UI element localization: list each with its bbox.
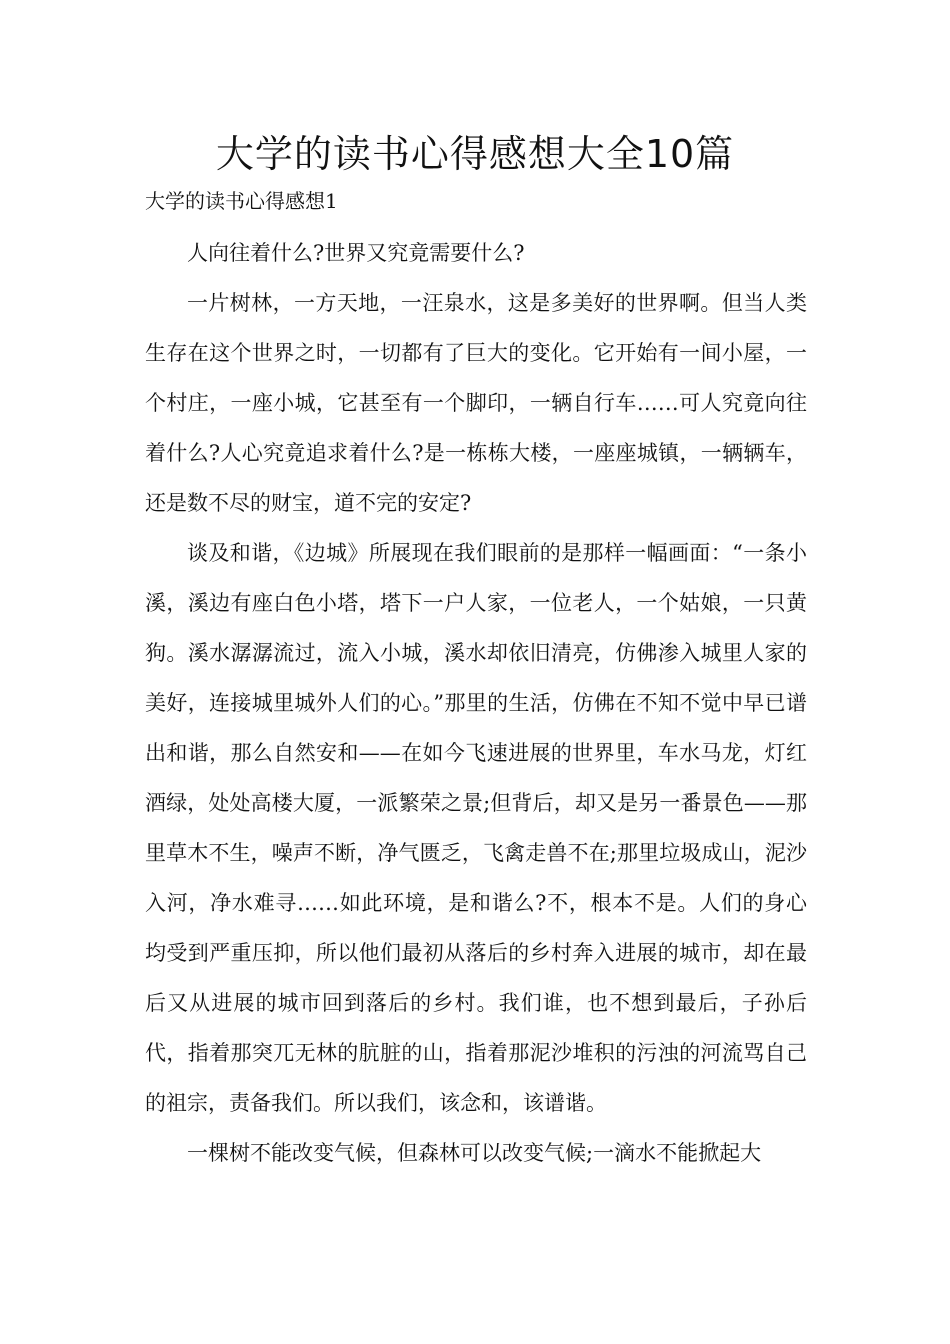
paragraph: 一片树林，一方天地，一汪泉水，这是多美好的世界啊。但当人类生存在这个世界之时，一切都有了巨大的变化。它开始有一间小屋，一个村庄，一座小城，它甚至有一个脚印，一辆自行车……可人究竟向往着什么?人心究竟追求着什么?是一栋栋大楼，一座座城镇，一辆辆车，还是数不尽的财宝，道不完的安定?	[145, 291, 807, 515]
paragraph: 一棵树不能改变气候，但森林可以改变气候;一滴水不能掀起大	[187, 1141, 762, 1165]
paragraph: 人向往着什么?世界又究竟需要什么?	[187, 241, 525, 265]
paragraph: 谈及和谐，《边城》所展现在我们眼前的是那样一幅画面：“一条小溪，溪边有座白色小塔，塔下一户人家，一位老人，一个姑娘，一只黄狗。溪水潺潺流过，流入小城，溪水却依旧清亮，仿佛渗入城里人家的美好，连接城里城外人们的心。”那里的生活，仿佛在不知不觉中早已谱出和谐，那么自然安和——在如今飞速进展的世界里，车水马龙，灯红酒绿，处处高楼大厦，一派繁荣之景;但背后，却又是另一番景色——那里草木不生，噪声不断，净气匮乏，飞禽走兽不在;那里垃圾成山，泥沙入河，净水难寻……如此环境，是和谐么?不，根本不是。人们的身心均受到严重压抑，所以他们最初从落后的乡村奔入进展的城市，却在最后又从进展的城市回到落后的乡村。我们谁，也不想到最后，子孙后代，指着那突兀无林的肮脏的山，指着那泥沙堆积的污浊的河流骂自己的祖宗，责备我们。所以我们，该念和，该谱谐。	[145, 541, 807, 1115]
section-heading: 大学的读书心得感想1	[145, 189, 338, 213]
document-body	[145, 228, 807, 1178]
document-title: 大学的读书心得感想大全10篇	[215, 132, 735, 176]
